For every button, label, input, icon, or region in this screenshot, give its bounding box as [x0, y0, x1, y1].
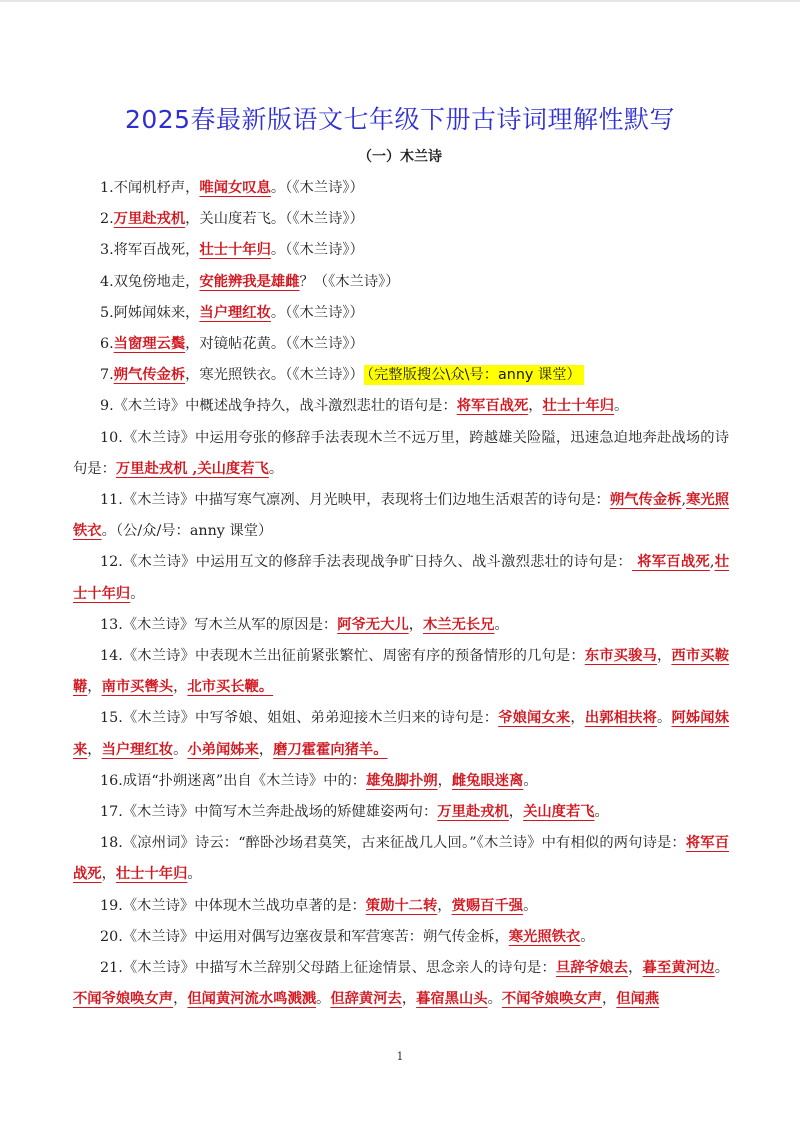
- question-text: ,: [709, 554, 715, 571]
- answer-text: 万里赴戎机: [113, 211, 186, 228]
- answer-text: 唯闻女叹息: [199, 180, 271, 196]
- question-item: [73, 204, 729, 235]
- question-item: [73, 360, 729, 391]
- question-text: ，: [628, 960, 643, 977]
- question-text: ，: [601, 991, 617, 1008]
- answer-text: 万里赴戎机 ,: [115, 460, 198, 477]
- question-item: [73, 797, 729, 828]
- question-text: 4.双兔傍地走，: [100, 273, 200, 290]
- question-text: 。: [714, 960, 730, 977]
- question-list: [73, 173, 729, 1015]
- answer-text: 朔气传金柝: [609, 492, 682, 509]
- question-text: 。: [594, 804, 609, 821]
- answer-text: 将军百战死: [456, 398, 529, 415]
- question-text: ，: [528, 398, 543, 415]
- question-item: [73, 235, 729, 266]
- answer-text: 旦辞爷娘去: [555, 960, 629, 977]
- question-text: ，: [87, 679, 102, 696]
- question-text: 。: [657, 710, 672, 727]
- question-item: [73, 922, 729, 953]
- question-item: [73, 173, 729, 204]
- answer-text: 暮至黄河边: [642, 960, 715, 977]
- question-text: ，寒光照铁衣。（《木兰诗》）: [185, 367, 364, 384]
- answer-text: 壮士十年归: [542, 398, 615, 415]
- answer-text: 寒光照铁衣: [73, 492, 730, 540]
- question-text: 17.《木兰诗》中简写木兰奔赴战场的矫健雄姿两句：: [100, 804, 438, 821]
- question-item: [73, 547, 729, 609]
- question-text: ，: [408, 616, 423, 633]
- question-text: ，对镜帖花黄。（《木兰诗》）: [185, 336, 364, 353]
- answer-text: 不闻爷娘唤女声: [501, 991, 602, 1008]
- answer-text: 将军百战死: [73, 835, 729, 883]
- answer-text: 策勋十二转: [365, 897, 438, 914]
- question-item: [73, 641, 729, 703]
- answer-text: 安能辨我是雄雌: [199, 273, 300, 290]
- question-text: ,: [681, 492, 687, 509]
- answer-text: 不闻爷娘唤女声: [73, 991, 174, 1008]
- question-text: 9.《木兰诗》中概述战争持久，战斗激烈悲壮的语句是：: [100, 398, 457, 415]
- question-text: 。（《木兰诗》）: [270, 180, 364, 196]
- question-item: [73, 298, 729, 329]
- answer-text: 暮宿黑山头: [416, 991, 488, 1008]
- question-text: 6.: [100, 336, 114, 353]
- question-item: [73, 891, 729, 922]
- answer-text: 阿爷无大儿: [337, 616, 409, 633]
- answer-text: 万里赴戎机: [437, 804, 509, 821]
- answer-text: 西市买鞍鞯: [73, 648, 730, 696]
- question-text: 18.《凉州词》诗云：“醉卧沙场君莫笑，古来征战几人回。”《木兰诗》中有相似的两句诗是：: [100, 835, 686, 852]
- answer-text: 关山度若飞: [523, 804, 595, 821]
- question-text: 。: [316, 991, 331, 1008]
- question-text: 12.《木兰诗》中运用互文的修辞手法表现战争旷日持久、战斗激烈悲壮的诗句是：: [100, 554, 632, 571]
- answer-text: 雌兔眼迷离: [451, 772, 524, 789]
- answer-text: 壮士十年归: [73, 554, 729, 602]
- question-text: 11.《木兰诗》中描写寒气凛冽、月光映甲，表现将士们边地生活艰苦的诗句是：: [100, 492, 610, 509]
- question-text: 。（《木兰诗》）: [270, 304, 364, 321]
- answer-text: 阿姊闻妹来: [73, 710, 730, 758]
- answer-text: 磨刀霍霍向猪羊。: [273, 741, 388, 758]
- question-text: ，: [508, 804, 524, 821]
- question-text: 20.《木兰诗》中运用对偶写边塞夜景和军营寒苦：朔气传金柝，: [100, 928, 509, 945]
- question-text: 3.将军百战死，: [100, 242, 200, 259]
- answer-text: 关山度若飞: [197, 460, 269, 477]
- question-item: [73, 485, 729, 547]
- question-text: 。: [187, 866, 202, 883]
- question-text: ，: [656, 648, 672, 665]
- question-text: 19.《木兰诗》中体现木兰战功卓著的是：: [100, 897, 366, 914]
- question-text: 7.: [100, 367, 114, 384]
- answer-text: 出郭相扶将: [584, 710, 657, 727]
- page-number: 1: [396, 1050, 404, 1063]
- answer-text: 南市买辔头: [101, 679, 174, 696]
- question-text: 10.《木兰诗》中运用夸张的修辞手法表现木兰不远万里，跨越雄关险隘，迅速急迫地奔赴战场的诗句是：: [73, 429, 729, 477]
- highlighted-note: （完整版搜公\众\号：anny 课堂）: [364, 365, 584, 385]
- question-text: ，关山度若飞。（《木兰诗》）: [185, 211, 364, 228]
- question-text: 15.《木兰诗》中写爷娘、姐姐、弟弟迎接木兰归来的诗句是：: [100, 710, 499, 727]
- section-heading: （一）木兰诗: [358, 149, 442, 165]
- answer-text: 当窗理云鬓: [113, 336, 186, 353]
- question-text: 。: [494, 616, 509, 633]
- question-text: 。（《木兰诗》）: [270, 242, 364, 259]
- question-text: 。: [130, 585, 145, 602]
- question-text: 。: [487, 991, 502, 1008]
- question-item: [73, 828, 729, 890]
- answer-text: 爷娘闻女来: [498, 710, 571, 727]
- answer-text: 寒光照铁衣: [508, 928, 581, 945]
- page-title: 2025春最新版语文七年级下册古诗词理解性默写: [124, 105, 676, 134]
- question-text: 。: [173, 741, 188, 758]
- question-text: 21.《木兰诗》中描写木兰辞别父母踏上征途情景、思念亲人的诗句是：: [100, 960, 556, 977]
- answer-text: 木兰无长兄: [422, 616, 495, 633]
- question-text: ？（《木兰诗》）: [299, 273, 400, 290]
- question-text: 5.阿姊闻妹来，: [100, 304, 200, 321]
- question-item: [73, 329, 729, 360]
- answer-text: 北市买长鞭。: [187, 679, 274, 696]
- question-text: 。（公/众/号：anny 课堂）: [101, 523, 273, 540]
- question-text: ，: [173, 679, 188, 696]
- question-item: [73, 391, 729, 422]
- answer-text: 雄兔脚扑朔: [366, 772, 438, 789]
- answer-text: 当户理红妆: [199, 304, 271, 321]
- question-text: 13.《木兰诗》写木兰从军的原因是：: [100, 616, 338, 633]
- answer-text: 当户理红妆: [101, 741, 174, 758]
- question-text: 。: [268, 460, 284, 477]
- question-text: 1.不闻机杼声，: [100, 180, 200, 196]
- question-item: [73, 703, 729, 765]
- question-text: ，: [87, 741, 102, 758]
- question-text: 16.成语“扑朔迷离”出自《木兰诗》中的：: [100, 772, 367, 789]
- question-item: [73, 267, 729, 298]
- answer-text: 朔气传金柝: [113, 367, 186, 384]
- question-item: [73, 953, 729, 1015]
- answer-text: 壮士十年归: [199, 242, 271, 259]
- answer-text: 将军百战死: [631, 554, 710, 571]
- question-text: ，: [173, 991, 188, 1008]
- answer-text: 壮士十年归: [115, 866, 188, 883]
- question-item: [73, 423, 729, 485]
- question-text: ，: [101, 866, 116, 883]
- question-text: ，: [570, 710, 585, 727]
- page-top-border: [0, 0, 800, 2]
- question-text: ，: [401, 991, 417, 1008]
- question-item: [73, 766, 729, 797]
- question-text: 。: [523, 897, 538, 914]
- question-text: 。: [523, 772, 538, 789]
- question-text: ，: [437, 897, 452, 914]
- answer-text: 小弟闻姊来: [187, 741, 259, 758]
- answer-text: 东市买骏马: [584, 648, 657, 665]
- answer-text: 但闻燕: [616, 991, 660, 1008]
- question-text: 。: [614, 398, 629, 415]
- answer-text: 但闻黄河流水鸣溅溅: [187, 991, 317, 1008]
- answer-text: 赏赐百千强: [451, 897, 524, 914]
- question-text: 14.《木兰诗》中表现木兰出征前紧张繁忙、周密有序的预备情形的几句是：: [100, 648, 585, 665]
- question-item: [73, 610, 729, 641]
- answer-text: 但辞黄河去: [330, 991, 402, 1008]
- question-text: ，: [258, 741, 274, 758]
- question-text: ，: [437, 772, 452, 789]
- question-text: 2.: [100, 211, 114, 228]
- question-text: 。: [580, 928, 595, 945]
